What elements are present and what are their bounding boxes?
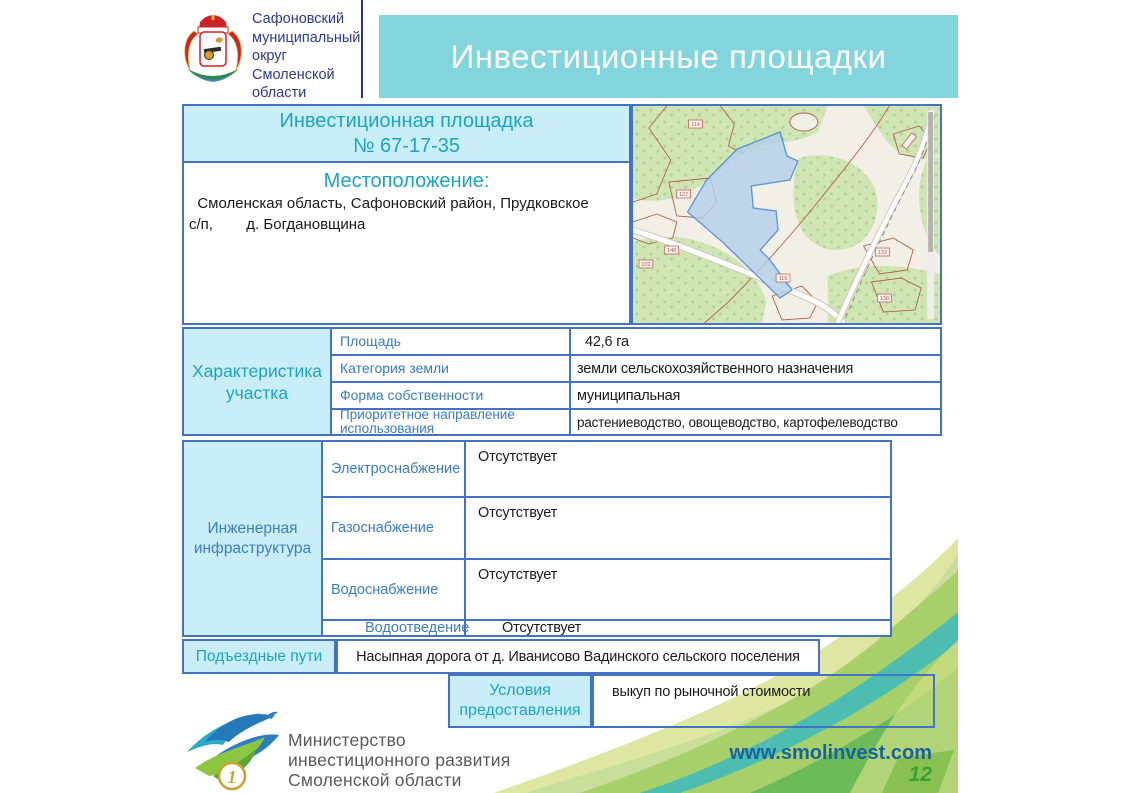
ministry-name-line: Смоленской области bbox=[288, 770, 462, 790]
infra-row-label: Водоотведение bbox=[323, 621, 466, 635]
table-row bbox=[332, 354, 940, 381]
parcel-label: 116 bbox=[778, 275, 788, 283]
table-row bbox=[332, 329, 940, 354]
org-name-line: Смоленской bbox=[252, 66, 335, 83]
char-row-value: земли сельскохозяйственного назначения bbox=[577, 360, 854, 377]
parcel-label: 127 bbox=[679, 191, 689, 199]
location-address-line1: Смоленская область, Сафоновский район, Прудковское bbox=[189, 195, 589, 212]
location-address-line2: с/п, д. Богдановщина bbox=[189, 216, 366, 233]
ministry-logo-icon bbox=[183, 706, 287, 792]
ministry-logo-number: 1 bbox=[227, 767, 237, 787]
infra-row-value: Отсутствует bbox=[502, 620, 582, 636]
infra-row-value: Отсутствует bbox=[478, 505, 558, 521]
char-row-value: 42,6 га bbox=[585, 333, 629, 350]
infrastructure-header-cell: Инженерная инфраструктура bbox=[184, 442, 323, 635]
org-name-line: Сафоновский bbox=[252, 11, 345, 27]
site-header-line1: Инвестиционная площадка bbox=[279, 109, 534, 132]
char-row-value: муниципальная bbox=[577, 387, 681, 404]
coat-of-arms-icon bbox=[180, 6, 246, 88]
site-header bbox=[184, 106, 631, 163]
ministry-name-line: инвестиционного развития bbox=[288, 750, 511, 770]
cadastral-map-svg bbox=[633, 106, 940, 323]
terms-value-cell: выкуп по рыночной стоимости bbox=[592, 674, 935, 728]
map-scrollbar-thumb[interactable] bbox=[928, 112, 933, 252]
table-row bbox=[332, 381, 940, 408]
header-divider-line bbox=[361, 0, 363, 98]
char-row-label: Приоритетное направление использования bbox=[332, 410, 571, 434]
parcel-label: 146 bbox=[667, 247, 677, 255]
char-row-label: Категория земли bbox=[332, 356, 571, 381]
access-roads-value-cell: Насыпная дорога от д. Иванисово Вадинского сельского поселения bbox=[336, 639, 820, 674]
parcel-label: 102 bbox=[641, 261, 651, 269]
char-row-label: Площадь bbox=[332, 329, 571, 354]
ministry-name-line: Министерство bbox=[288, 730, 406, 750]
slide-title-bar bbox=[379, 15, 958, 98]
parcel-label: 132 bbox=[877, 249, 887, 257]
infra-row-value: Отсутствует bbox=[478, 567, 558, 583]
terms-header-cell: Условия предоставления bbox=[448, 674, 592, 728]
char-row-value: растениеводство, овощеводство, картофелеводство bbox=[577, 414, 898, 430]
parcel-label: 130 bbox=[879, 295, 889, 303]
table-row bbox=[323, 619, 890, 635]
table-row bbox=[323, 496, 890, 558]
infra-row-value: Отсутствует bbox=[478, 449, 558, 465]
parcel-label: 114 bbox=[691, 121, 700, 129]
infra-row-label: Водоснабжение bbox=[323, 560, 466, 619]
access-roads-header-cell: Подъездные пути bbox=[182, 639, 336, 674]
infra-row-label: Электроснабжение bbox=[323, 442, 466, 496]
characteristics-header-cell: Характеристика участка bbox=[184, 329, 332, 434]
infrastructure-table bbox=[182, 440, 892, 637]
location-cell bbox=[184, 163, 631, 323]
table-row bbox=[323, 558, 890, 619]
ministry-name bbox=[288, 730, 510, 790]
website-link[interactable]: www.smolinvest.com bbox=[729, 742, 932, 764]
location-label: Местоположение: bbox=[323, 170, 490, 192]
page-number: 12 bbox=[908, 763, 932, 786]
slide-title: Инвестиционные площадки bbox=[450, 37, 887, 75]
table-row bbox=[332, 408, 940, 434]
org-name bbox=[252, 10, 384, 103]
site-info-box bbox=[182, 104, 942, 325]
org-name-line: муниципальный bbox=[252, 29, 361, 46]
org-name-line: округ bbox=[252, 48, 287, 64]
char-row-label: Форма собственности bbox=[332, 383, 571, 408]
cadastral-map-image bbox=[631, 106, 940, 323]
infra-row-label: Газоснабжение bbox=[323, 498, 466, 558]
table-row bbox=[323, 442, 890, 496]
characteristics-table bbox=[182, 327, 942, 436]
site-number: № 67-17-35 bbox=[352, 134, 461, 157]
org-name-line: области bbox=[252, 85, 307, 101]
